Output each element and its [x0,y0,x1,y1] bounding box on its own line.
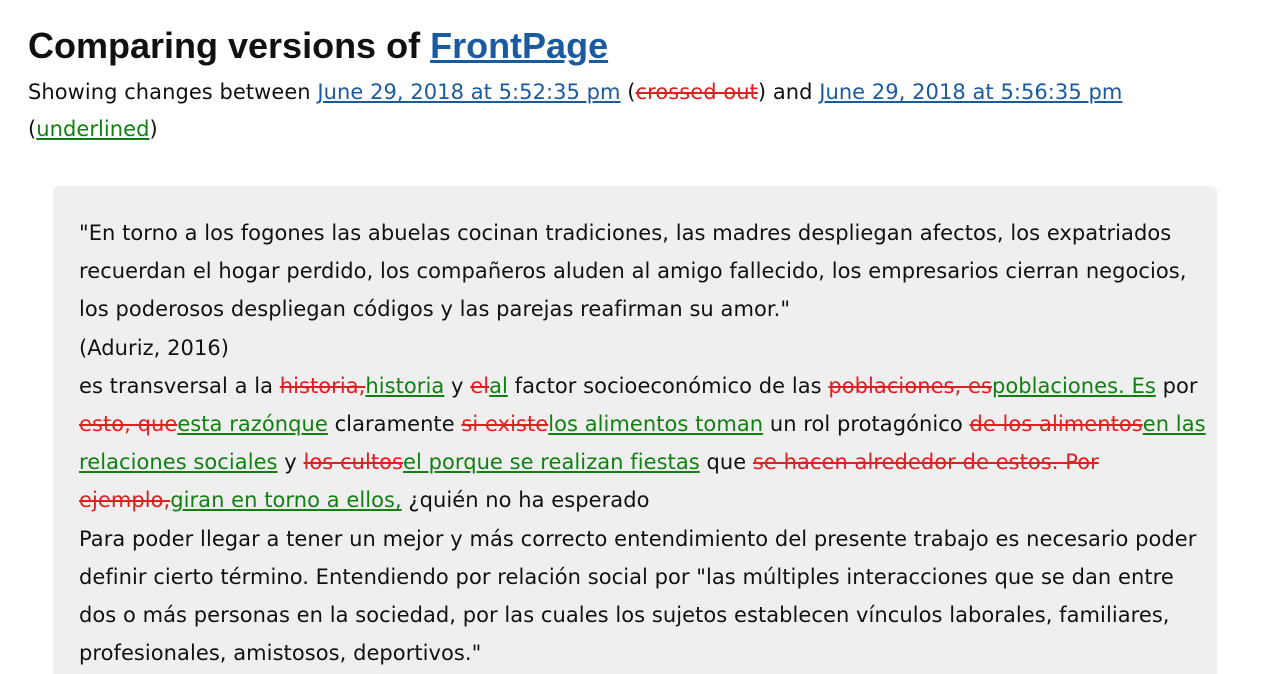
deleted-text: si existe [461,412,549,437]
unchanged-text: por [1155,373,1198,398]
paren-open-2b: ( [28,117,37,141]
underlined-legend: underlined [36,117,150,141]
paren-close: ) [149,117,158,141]
inserted-text: los alimentos toman [548,412,764,437]
unchanged-text: ¿quién no ha esperado [401,488,650,513]
quote-paragraph: "En torno a los fogones las abuelas cocinan tradiciones, las madres despliegan afectos, los expatriados recuerdan el hogar perdido, los compañeros aluden al amigo fallecido, los empresarios cierran negocios, los poderosos despliegan códigos y las parejas reafirman su amor." [79,221,1187,322]
comparison-subtitle [28,74,1243,148]
inserted-text: al [489,373,508,398]
deleted-text: se hacen alrededor de estos. Por ejemplo, [79,450,1099,513]
definition-paragraph: Para poder llegar a tener un mejor y más correcto entendimiento del presente trabajo es necesario poder definir cierto término. Entendiendo por relación social por "las múltiples interacciones que se dan entre dos o más personas en la sociedad, por las cuales los sujetos establecen vínculos laborales, familiares, profesionales, amistosos, deportivos." [79,526,1197,666]
inserted-text: giran en torno a ellos, [170,488,402,513]
inserted-text: esta razón [177,412,289,437]
unchanged-text: y [277,450,304,475]
showing-label: Showing changes between [28,80,318,104]
inserted-text: historia [365,373,445,398]
old-revision-link[interactable]: June 29, 2018 at 5:52:35 pm [317,80,621,104]
inserted-text: que [288,412,328,437]
page-title-prefix: Comparing versions of [28,25,431,66]
and-label: ) and [757,80,820,104]
unchanged-text: es transversal a la [79,373,280,398]
deleted-text: los cultos [303,450,404,475]
citation: (Aduriz, 2016) [79,335,230,360]
changes-paragraph [79,367,1209,520]
inserted-text: el porque se realizan fiestas [403,450,700,475]
diff-content [79,214,1209,672]
crossed-out-legend: crossed out [635,80,758,104]
unchanged-text: factor socioeconómico de las [507,373,829,398]
unchanged-text: y [444,373,471,398]
page-title [28,22,608,70]
unchanged-text: que [699,450,753,475]
paren-open-1: ( [620,80,636,104]
new-revision-link[interactable]: June 29, 2018 at 5:56:35 pm [819,80,1123,104]
unchanged-text: claramente [327,412,462,437]
deleted-text: esto, que [79,412,178,437]
frontpage-link[interactable]: FrontPage [430,25,609,66]
inserted-text: en las relaciones sociales [79,412,1206,475]
deleted-text: historia, [279,373,366,398]
inserted-text: poblaciones. Es [991,373,1156,398]
deleted-text: de los alimentos [969,412,1143,437]
unchanged-text: un rol protagónico [763,412,970,437]
deleted-text: poblaciones, es [828,373,992,398]
deleted-text: el [470,373,490,398]
